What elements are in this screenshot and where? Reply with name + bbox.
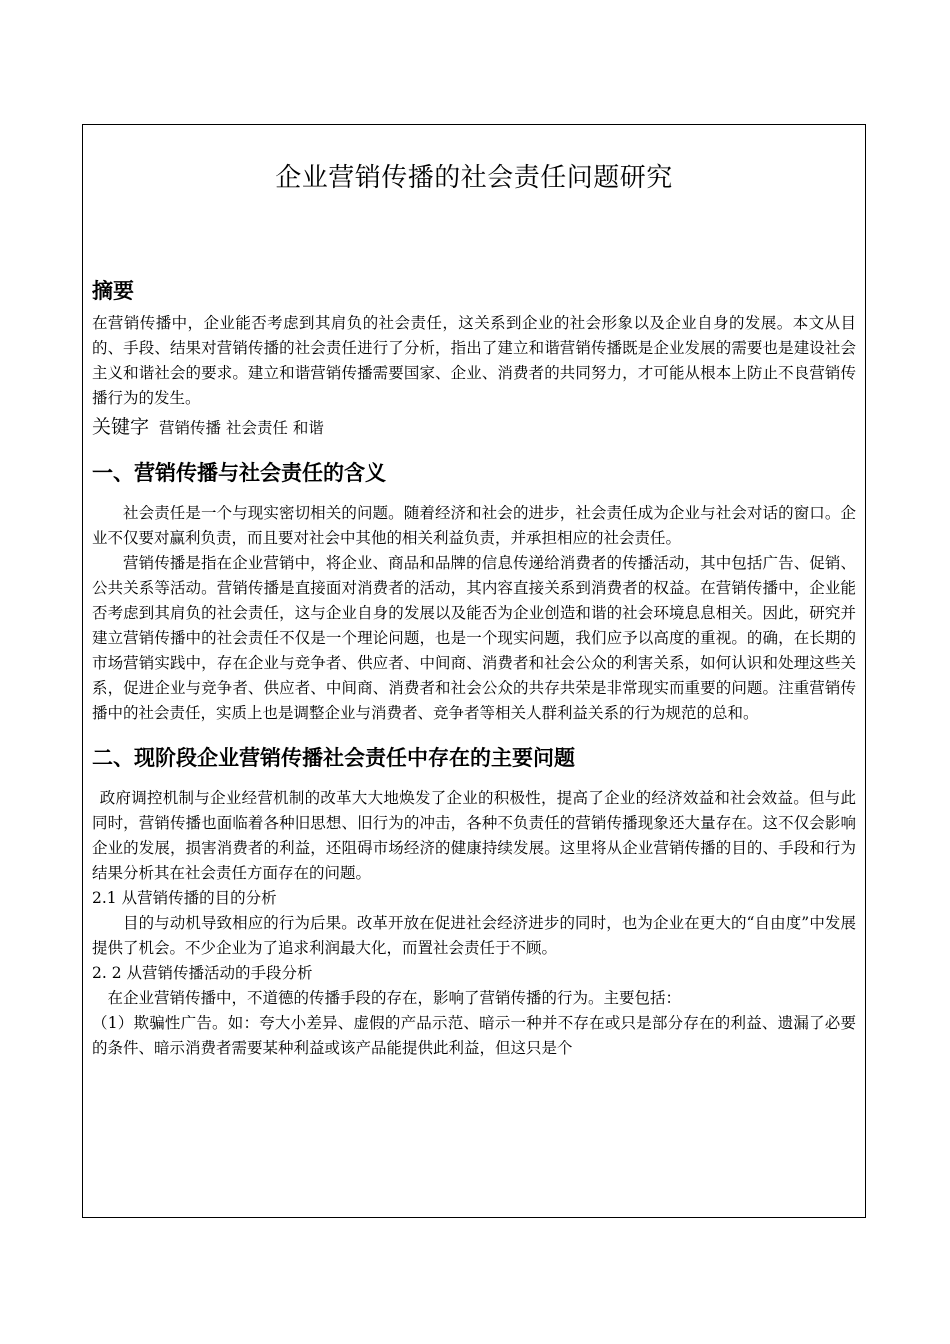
abstract-text: 在营销传播中，企业能否考虑到其肩负的社会责任，这关系到企业的社会形象以及企业自身的发展。本文从目的、手段、结果对营销传播的社会责任进行了分析，指出了建立和谐营销传播既是企业发展的需要也是建设社会主义和谐社会的要求。建立和谐营销传播需要国家、企业、消费者的共同努力，才可能从根本上防止不良营销传播行为的发生。 <box>92 314 856 407</box>
section1-paragraph-2: 营销传播是指在企业营销中，将企业、商品和品牌的信息传递给消费者的传播活动，其中包括广告、促销、公共关系等活动。营销传播是直接面对消费者的活动，其内容直接关系到消费者的权益。在营销传播中，企业能否考虑到其肩负的社会责任，这与企业自身的发展以及能否为企业创造和谐的社会环境息息相关。因此，研究并建立营销传播中的社会责任不仅是一个理论问题，也是一个现实问题，我们应予以高度的重视。的确，在长期的市场营销实践中，存在企业与竞争者、供应者、中间商、消费者和社会公众的利害关系，如何认识和处理这些关系，促进企业与竞争者、供应者、中间商、消费者和社会公众的共存共荣是非常现实而重要的问题。注重营销传播中的社会责任，实质上也是调整企业与消费者、竞争者等相关人群利益关系的行为规范的总和。 <box>92 554 856 722</box>
document-body <box>92 277 856 1061</box>
subsection-2-1-text: 目的与动机导致相应的行为后果。改革开放在促进社会经济进步的同时，也为企业在更大的“自由度”中发展提供了机会。不少企业为了追求利润最大化，而置社会责任于不顾。 <box>92 914 856 957</box>
keywords-label: 关键字 <box>92 416 150 438</box>
section2-paragraph-1: 政府调控机制与企业经营机制的改革大大地焕发了企业的积极性，提高了企业的经济效益和社会效益。但与此同时，营销传播也面临着各种旧思想、旧行为的冲击，各种不负责任的营销传播现象还大量存在。这不仅会影响企业的发展，损害消费者的利益，还阻碍市场经济的健康持续发展。这里将从企业营销传播的目的、手段和行为结果分析其在社会责任方面存在的问题。 <box>92 789 856 882</box>
list-item-deceptive-ads: （1）欺骗性广告。如：夸大小差异、虚假的产品示范、暗示一种并不存在或只是部分存在的利益、遗漏了必要的条件、暗示消费者需要某种利益或该产品能提供此利益，但这只是个 <box>92 1014 856 1057</box>
section2-heading: 二、现阶段企业营销传播社会责任中存在的主要问题 <box>92 746 575 770</box>
subsection-2-1-heading: 2.1 从营销传播的目的分析 <box>92 889 277 907</box>
subsection-2-2-heading: 2. 2 从营销传播活动的手段分析 <box>92 964 313 982</box>
subsection-2-2-text: 在企业营销传播中，不道德的传播手段的存在，影响了营销传播的行为。主要包括： <box>107 989 682 1007</box>
abstract-heading: 摘要 <box>92 279 134 303</box>
section1-heading: 一、营销传播与社会责任的含义 <box>92 461 386 485</box>
keywords-values: 营销传播 社会责任 和谐 <box>159 419 324 437</box>
document-frame <box>82 124 866 1218</box>
section1-paragraph-1: 社会责任是一个与现实密切相关的问题。随着经济和社会的进步，社会责任成为企业与社会对话的窗口。企业不仅要对赢利负责，而且要对社会中其他的相关利益负责，并承担相应的社会责任。 <box>92 504 856 547</box>
document-title: 企业营销传播的社会责任问题研究 <box>275 163 673 193</box>
keywords-row <box>92 413 856 441</box>
